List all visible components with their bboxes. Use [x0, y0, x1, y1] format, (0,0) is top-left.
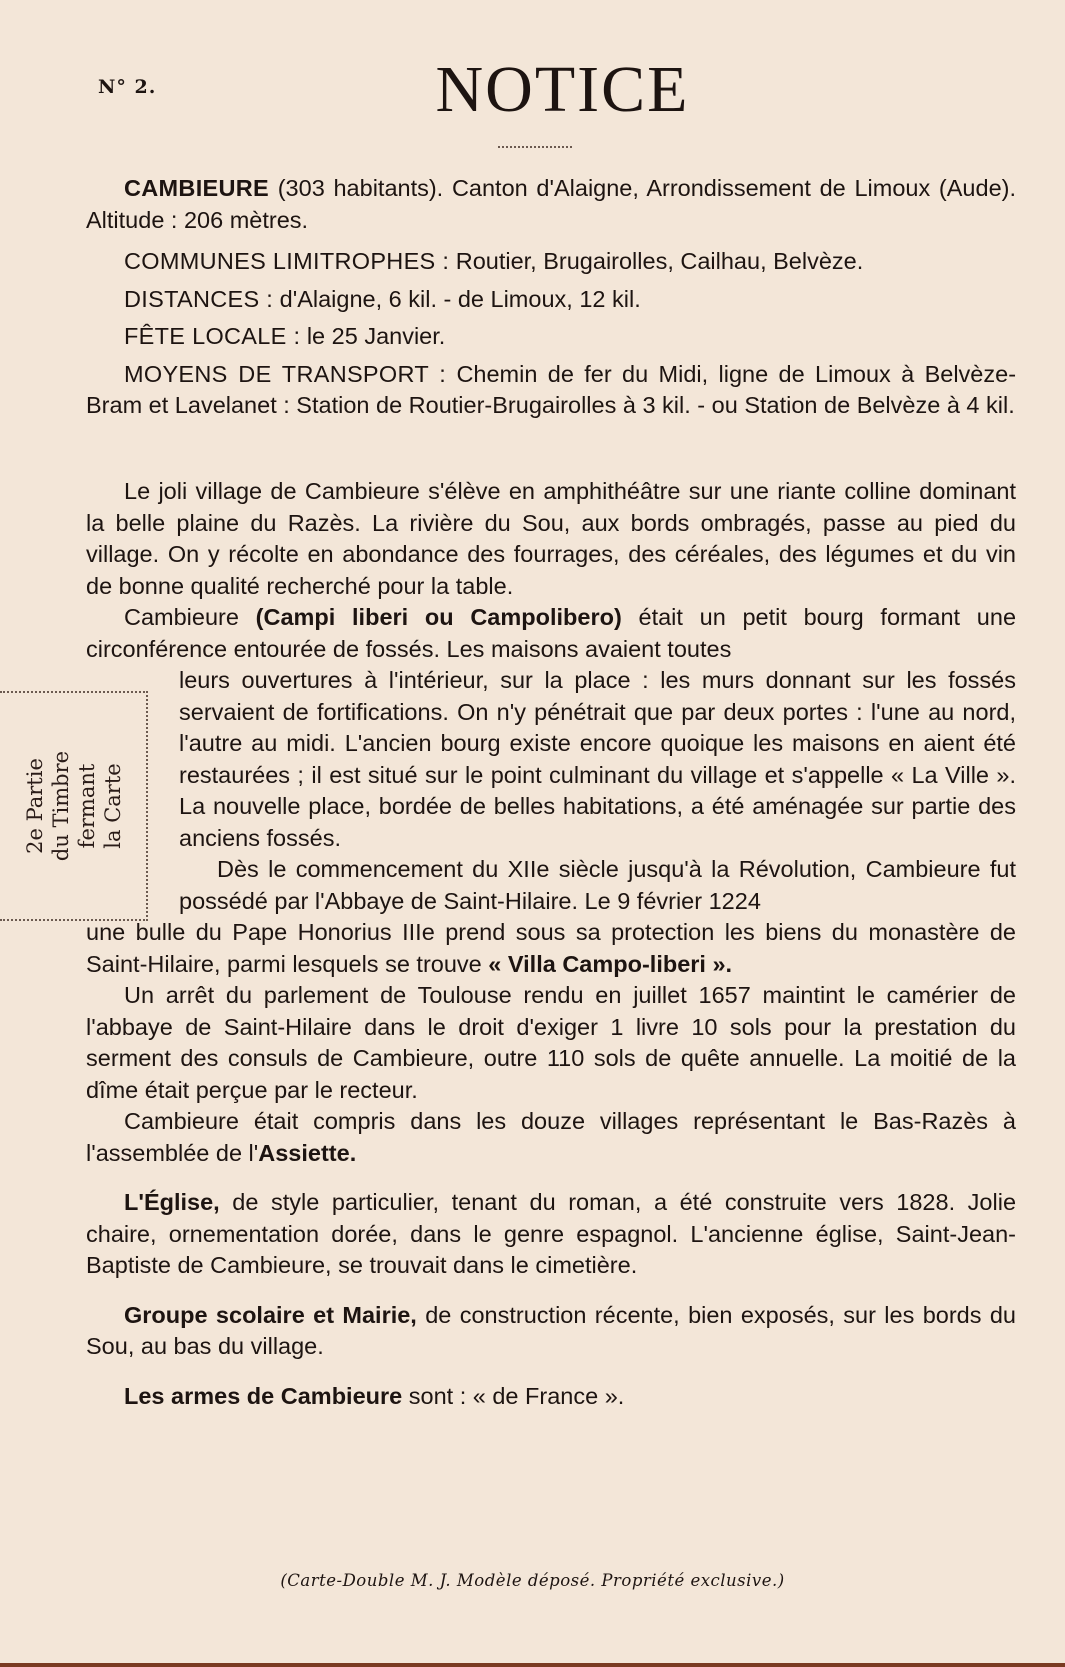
stamp-line: fermant [75, 763, 99, 849]
paragraph-parlement: Un arrêt du parlement de Toulouse rendu en juillet 1657 maintint le camérier de l'abbaye de Saint-Hilaire dans le droit d'exiger 1 livre 10 sols pour la prestation du serment des consuls de Cambieure, outre 110 sols de quête annuelle. La moitié de la dîme était perçue par le recteur. [86, 982, 1016, 1103]
paragraph-bourg-continued: leurs ouvertures à l'intérieur, sur la place : les murs donnant sur les fossés servaient de fortifications. On n'y pénétrait que par deux portes : l'une au nord, l'autre au midi. L'ancien bourg existe encore quoique les maisons en aient été restaurées ; il est situé sur le point culminant du village et s'appelle « La Ville ». La nouvelle place, bordée de belles habitations, a été aménagée sur partie des anciens fossés. [179, 667, 1016, 851]
paragraph-bourg [86, 602, 1016, 665]
transport-line [86, 359, 1016, 422]
mairie-heading: Groupe scolaire et Mairie, [124, 1301, 417, 1328]
paragraph-armes [86, 1381, 1016, 1413]
latin-names: (Campi liberi ou Campolibero) [255, 604, 622, 630]
intro-paragraph [86, 173, 1016, 236]
stamp-label [22, 751, 126, 861]
eglise-heading: L'Église, [124, 1189, 220, 1215]
paragraph-abbaye: Dès le commencement du XIIe siècle jusqu'à la Révolution, Cambieure fut possédé par l'Abbaye de Saint-Hilaire. Le 9 février 1224 [179, 856, 1016, 914]
villa-name: « Villa Campo-liberi ». [488, 950, 733, 977]
assiette: Assiette. [258, 1139, 357, 1166]
text-span: de construction récente, bien exposés, sur les bords du Sou, au bas du village. [86, 1301, 1016, 1359]
population: (303 habitants). [277, 175, 444, 201]
fete-line [86, 321, 1016, 353]
communes-line [86, 246, 1016, 278]
history-section [86, 476, 1016, 1412]
intro-section [86, 173, 1016, 422]
footer-note: (Carte-Double M. J. Modèle déposé. Propriété exclusive.) [280, 1571, 785, 1590]
card-edge [0, 1663, 1065, 1667]
page-title: NOTICE [435, 53, 690, 126]
paragraph-bulle [86, 917, 1016, 980]
stamp-line: du Timbre [49, 750, 73, 862]
stamp-line: la Carte [101, 763, 125, 849]
text-span: une bulle du Pape Honorius IIIe prend sous sa protection les biens du monastère de Saint-Hilaire, parmi lesquels se trouve [86, 919, 1016, 977]
location: Canton d'Alaigne, Arrondissement de Limoux (Aude). Altitude : 206 mètres. [86, 175, 1016, 233]
commune-name: CAMBIEURE [124, 175, 270, 201]
paragraph-mairie [86, 1300, 1016, 1363]
paragraph-village: Le joli village de Cambieure s'élève en amphithéâtre sur une riante colline dominant la belle plaine du Razès. La rivière du Sou, aux bords ombragés, passe au pied du village. On y récolte en abondance des fourrages, des céréales, des légumes et du vin de bonne qualité recherché pour la table. [86, 478, 1016, 599]
distances-line [86, 284, 1016, 316]
text-span: était un petit bourg formant une circonférence entourée de fossés. Les maisons avaient toutes [86, 604, 1017, 662]
fete-label: FÊTE LOCALE : [124, 323, 301, 349]
armes-heading: Les armes de Cambieure [124, 1382, 403, 1409]
title-divider [498, 146, 572, 148]
text-span: de style particulier, tenant du roman, a été construite vers 1828. Jolie chaire, ornementation dorée, dans le genre espagnol. L'ancienne église, Saint-Jean-Baptiste de Cambieure, se trouvait dans le cimetière. [86, 1189, 1017, 1278]
distances-label: DISTANCES : [124, 285, 274, 312]
text-span: sont : « de France ». [408, 1382, 625, 1409]
text-span: Cambieure était compris dans les douze villages représentant le Bas-Razès à l'assemblée de l' [86, 1108, 1016, 1166]
stamp-line: 2e Partie [23, 758, 47, 854]
distances-value: d'Alaigne, 6 kil. - de Limoux, 12 kil. [279, 285, 641, 312]
transport-label: MOYENS DE TRANSPORT : [124, 360, 447, 387]
paragraph-assiette [86, 1106, 1016, 1169]
fete-value: le 25 Janvier. [306, 323, 446, 349]
text-span: Cambieure [124, 604, 239, 630]
transport-value: Chemin de fer du Midi, ligne de Limoux à Belvèze-Bram et Lavelanet : Station de Routier-Brugairolles à 3 kil. - ou Station de Belvèze à 4 kil. [86, 360, 1017, 418]
paragraph-eglise [86, 1187, 1016, 1282]
communes-label: COMMUNES LIMITROPHES : [124, 248, 450, 274]
communes-value: Routier, Brugairolles, Cailhau, Belvèze. [455, 248, 864, 274]
notice-number: N° 2. [98, 76, 157, 98]
